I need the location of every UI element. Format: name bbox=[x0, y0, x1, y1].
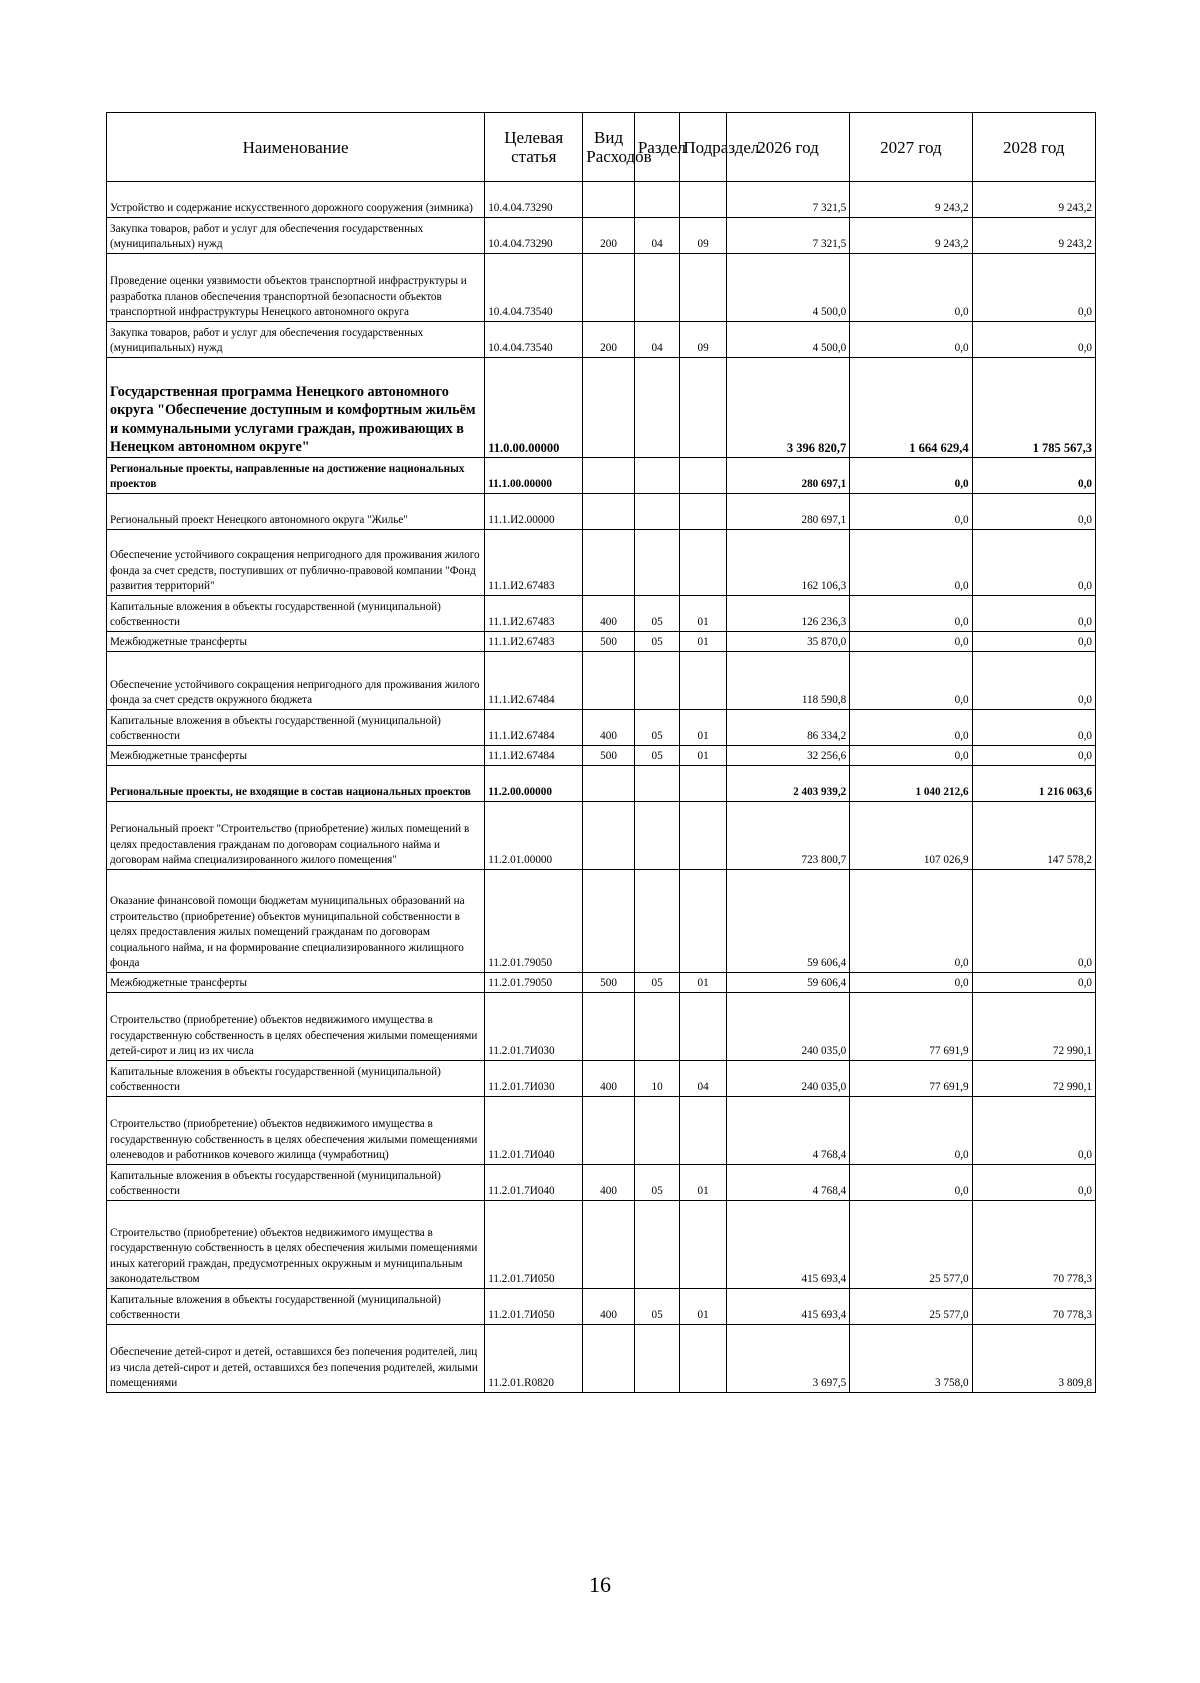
row-expense-type: 500 bbox=[583, 746, 635, 766]
row-section: 05 bbox=[634, 1289, 680, 1325]
row-name: Региональные проекты, направленные на достижение национальных проектов bbox=[107, 458, 485, 494]
row-expense-type: 400 bbox=[583, 596, 635, 632]
table-row bbox=[107, 870, 1096, 973]
row-target-article: 11.1.00.00000 bbox=[485, 458, 583, 494]
row-value-2026: 240 035,0 bbox=[726, 1061, 849, 1097]
row-target-article: 11.1.И2.67483 bbox=[485, 596, 583, 632]
row-value-2028: 0,0 bbox=[972, 632, 1095, 652]
row-name: Межбюджетные трансферты bbox=[107, 632, 485, 652]
row-subsection bbox=[680, 1325, 727, 1393]
row-target-article: 11.1.И2.67484 bbox=[485, 746, 583, 766]
row-expense-type bbox=[583, 1325, 635, 1393]
table-row bbox=[107, 973, 1096, 993]
row-expense-type: 500 bbox=[583, 973, 635, 993]
table-row bbox=[107, 1061, 1096, 1097]
row-name: Обеспечение детей-сирот и детей, оставшихся без попечения родителей, лиц из числа детей-сирот и детей, оставшихся без попечения родителей, жилыми помещениями bbox=[107, 1325, 485, 1393]
row-name: Капитальные вложения в объекты государственной (муниципальной) собственности bbox=[107, 596, 485, 632]
row-value-2026: 162 106,3 bbox=[726, 530, 849, 596]
table-row bbox=[107, 993, 1096, 1061]
row-value-2026: 4 500,0 bbox=[726, 322, 849, 358]
row-section bbox=[634, 530, 680, 596]
row-value-2027: 0,0 bbox=[850, 322, 972, 358]
row-section bbox=[634, 1097, 680, 1165]
row-expense-type bbox=[583, 254, 635, 322]
row-section: 05 bbox=[634, 973, 680, 993]
row-section bbox=[634, 458, 680, 494]
row-subsection bbox=[680, 652, 727, 710]
row-expense-type bbox=[583, 358, 635, 458]
table-row bbox=[107, 254, 1096, 322]
row-name: Строительство (приобретение) объектов недвижимого имущества в государственную собственность в целях обеспечения жилыми помещениями оленеводов и работников кочевого жилища (чумработниц) bbox=[107, 1097, 485, 1165]
row-value-2028: 0,0 bbox=[972, 710, 1095, 746]
table-row bbox=[107, 218, 1096, 254]
row-expense-type bbox=[583, 494, 635, 530]
row-value-2026: 4 768,4 bbox=[726, 1165, 849, 1201]
row-subsection bbox=[680, 458, 727, 494]
row-value-2027: 0,0 bbox=[850, 632, 972, 652]
row-subsection: 01 bbox=[680, 746, 727, 766]
row-value-2028: 72 990,1 bbox=[972, 1061, 1095, 1097]
row-subsection: 01 bbox=[680, 1165, 727, 1201]
row-subsection bbox=[680, 1201, 727, 1289]
row-value-2026: 86 334,2 bbox=[726, 710, 849, 746]
row-value-2027: 0,0 bbox=[850, 458, 972, 494]
row-target-article: 11.2.01.7И030 bbox=[485, 1061, 583, 1097]
row-subsection bbox=[680, 766, 727, 802]
row-value-2026: 126 236,3 bbox=[726, 596, 849, 632]
row-section bbox=[634, 1201, 680, 1289]
row-section bbox=[634, 1325, 680, 1393]
row-name: Межбюджетные трансферты bbox=[107, 746, 485, 766]
row-subsection bbox=[680, 254, 727, 322]
row-name: Закупка товаров, работ и услуг для обеспечения государственных (муниципальных) нужд bbox=[107, 218, 485, 254]
row-section: 10 bbox=[634, 1061, 680, 1097]
row-name: Межбюджетные трансферты bbox=[107, 973, 485, 993]
row-target-article: 10.4.04.73290 bbox=[485, 182, 583, 218]
row-expense-type bbox=[583, 1201, 635, 1289]
row-expense-type bbox=[583, 1097, 635, 1165]
row-value-2026: 7 321,5 bbox=[726, 182, 849, 218]
row-value-2028: 0,0 bbox=[972, 254, 1095, 322]
table-row bbox=[107, 358, 1096, 458]
header-year-2027: 2027 год bbox=[850, 113, 972, 182]
row-section: 05 bbox=[634, 746, 680, 766]
row-value-2026: 415 693,4 bbox=[726, 1201, 849, 1289]
row-target-article: 11.2.01.7И040 bbox=[485, 1097, 583, 1165]
row-name: Оказание финансовой помощи бюджетам муниципальных образований на строительство (приобретение) объектов муниципальной собственности в целях предоставления жилых помещений гражданам по договорам социального найма, и на формирование специализированного жилищного фонда bbox=[107, 870, 485, 973]
row-expense-type: 200 bbox=[583, 322, 635, 358]
header-name: Наименование bbox=[107, 113, 485, 182]
row-expense-type bbox=[583, 993, 635, 1061]
row-target-article: 11.1.И2.67483 bbox=[485, 632, 583, 652]
row-target-article: 11.2.01.7И030 bbox=[485, 993, 583, 1061]
row-name: Капитальные вложения в объекты государственной (муниципальной) собственности bbox=[107, 710, 485, 746]
row-value-2028: 0,0 bbox=[972, 322, 1095, 358]
row-section: 05 bbox=[634, 596, 680, 632]
row-target-article: 11.1.И2.67484 bbox=[485, 710, 583, 746]
table-row bbox=[107, 530, 1096, 596]
row-name: Устройство и содержание искусственного дорожного сооружения (зимника) bbox=[107, 182, 485, 218]
row-target-article: 11.1.И2.67483 bbox=[485, 530, 583, 596]
row-target-article: 11.2.01.79050 bbox=[485, 973, 583, 993]
page-number: 16 bbox=[589, 1572, 611, 1597]
row-expense-type bbox=[583, 652, 635, 710]
row-value-2027: 25 577,0 bbox=[850, 1201, 972, 1289]
row-subsection: 01 bbox=[680, 973, 727, 993]
row-name: Региональный проект "Строительство (приобретение) жилых помещений в целях предоставления гражданам по договорам социального найма и договорам найма специализированного жилого помещения" bbox=[107, 802, 485, 870]
row-value-2026: 280 697,1 bbox=[726, 458, 849, 494]
table-row bbox=[107, 458, 1096, 494]
row-section bbox=[634, 766, 680, 802]
row-name: Региональный проект Ненецкого автономного округа "Жилье" bbox=[107, 494, 485, 530]
table-row bbox=[107, 182, 1096, 218]
table-row bbox=[107, 632, 1096, 652]
table-row bbox=[107, 802, 1096, 870]
row-value-2027: 0,0 bbox=[850, 1165, 972, 1201]
row-expense-type: 400 bbox=[583, 1165, 635, 1201]
row-target-article: 11.1.И2.67484 bbox=[485, 652, 583, 710]
table-row bbox=[107, 1097, 1096, 1165]
row-subsection: 01 bbox=[680, 710, 727, 746]
row-target-article: 11.2.01.7И050 bbox=[485, 1201, 583, 1289]
row-section bbox=[634, 182, 680, 218]
row-target-article: 11.2.01.R0820 bbox=[485, 1325, 583, 1393]
row-value-2026: 118 590,8 bbox=[726, 652, 849, 710]
header-year-2028: 2028 год bbox=[972, 113, 1095, 182]
row-value-2026: 2 403 939,2 bbox=[726, 766, 849, 802]
row-value-2026: 59 606,4 bbox=[726, 870, 849, 973]
row-value-2028: 70 778,3 bbox=[972, 1289, 1095, 1325]
row-name: Строительство (приобретение) объектов недвижимого имущества в государственную собственность в целях обеспечения жилыми помещениями детей-сирот и лиц из их числа bbox=[107, 993, 485, 1061]
row-expense-type: 400 bbox=[583, 1289, 635, 1325]
row-name: Проведение оценки уязвимости объектов транспортной инфраструктуры и разработка планов обеспечения транспортной безопасности объектов транспортной инфраструктуры Ненецкого автономного округа bbox=[107, 254, 485, 322]
row-value-2028: 9 243,2 bbox=[972, 182, 1095, 218]
row-value-2026: 280 697,1 bbox=[726, 494, 849, 530]
row-value-2028: 0,0 bbox=[972, 596, 1095, 632]
table-row bbox=[107, 1325, 1096, 1393]
row-value-2028: 70 778,3 bbox=[972, 1201, 1095, 1289]
row-name: Региональные проекты, не входящие в состав национальных проектов bbox=[107, 766, 485, 802]
row-value-2027: 0,0 bbox=[850, 530, 972, 596]
row-value-2028: 0,0 bbox=[972, 870, 1095, 973]
row-subsection bbox=[680, 494, 727, 530]
table-row bbox=[107, 766, 1096, 802]
header-year-2026: 2026 год bbox=[726, 113, 849, 182]
row-subsection bbox=[680, 530, 727, 596]
table-row bbox=[107, 1165, 1096, 1201]
row-section bbox=[634, 870, 680, 973]
row-value-2026: 4 768,4 bbox=[726, 1097, 849, 1165]
row-value-2027: 1 040 212,6 bbox=[850, 766, 972, 802]
row-value-2027: 77 691,9 bbox=[850, 1061, 972, 1097]
row-value-2027: 0,0 bbox=[850, 652, 972, 710]
row-value-2026: 35 870,0 bbox=[726, 632, 849, 652]
row-section bbox=[634, 254, 680, 322]
row-value-2028: 0,0 bbox=[972, 458, 1095, 494]
row-value-2027: 25 577,0 bbox=[850, 1289, 972, 1325]
row-value-2028: 0,0 bbox=[972, 1165, 1095, 1201]
header-expense-type: Вид Расходов bbox=[583, 113, 635, 182]
row-value-2026: 3 396 820,7 bbox=[726, 358, 849, 458]
row-value-2027: 0,0 bbox=[850, 596, 972, 632]
row-expense-type bbox=[583, 182, 635, 218]
row-value-2028: 0,0 bbox=[972, 1097, 1095, 1165]
row-value-2027: 77 691,9 bbox=[850, 993, 972, 1061]
row-expense-type: 200 bbox=[583, 218, 635, 254]
row-subsection: 09 bbox=[680, 218, 727, 254]
row-value-2027: 9 243,2 bbox=[850, 218, 972, 254]
row-expense-type: 400 bbox=[583, 710, 635, 746]
row-section bbox=[634, 652, 680, 710]
row-value-2027: 0,0 bbox=[850, 494, 972, 530]
row-value-2028: 0,0 bbox=[972, 652, 1095, 710]
row-section: 05 bbox=[634, 710, 680, 746]
row-name: Строительство (приобретение) объектов недвижимого имущества в государственную собственность в целях обеспечения жилыми помещениями иных категорий граждан, предусмотренных окружным и муниципальным законодательством bbox=[107, 1201, 485, 1289]
row-subsection: 01 bbox=[680, 596, 727, 632]
row-subsection bbox=[680, 802, 727, 870]
row-value-2026: 7 321,5 bbox=[726, 218, 849, 254]
row-name: Государственная программа Ненецкого автономного округа "Обеспечение доступным и комфортным жильём и коммунальными услугами граждан, проживающих в Ненецком автономном округе" bbox=[107, 358, 485, 458]
table-row bbox=[107, 322, 1096, 358]
header-section: Раздел bbox=[634, 113, 680, 182]
row-value-2026: 3 697,5 bbox=[726, 1325, 849, 1393]
row-section bbox=[634, 993, 680, 1061]
row-value-2028: 0,0 bbox=[972, 530, 1095, 596]
header-subsection: Подраздел bbox=[680, 113, 727, 182]
row-target-article: 10.4.04.73290 bbox=[485, 218, 583, 254]
row-subsection: 01 bbox=[680, 1289, 727, 1325]
row-value-2027: 0,0 bbox=[850, 973, 972, 993]
table-row bbox=[107, 1289, 1096, 1325]
row-name: Капитальные вложения в объекты государственной (муниципальной) собственности bbox=[107, 1061, 485, 1097]
row-section bbox=[634, 358, 680, 458]
row-value-2027: 9 243,2 bbox=[850, 182, 972, 218]
row-value-2028: 0,0 bbox=[972, 494, 1095, 530]
row-subsection bbox=[680, 993, 727, 1061]
row-value-2026: 240 035,0 bbox=[726, 993, 849, 1061]
row-name: Капитальные вложения в объекты государственной (муниципальной) собственности bbox=[107, 1289, 485, 1325]
row-value-2026: 415 693,4 bbox=[726, 1289, 849, 1325]
row-value-2026: 723 800,7 bbox=[726, 802, 849, 870]
table-row bbox=[107, 596, 1096, 632]
header-target-article: Целевая статья bbox=[485, 113, 583, 182]
row-value-2026: 32 256,6 bbox=[726, 746, 849, 766]
table-row bbox=[107, 710, 1096, 746]
row-expense-type bbox=[583, 802, 635, 870]
row-expense-type bbox=[583, 870, 635, 973]
row-value-2028: 3 809,8 bbox=[972, 1325, 1095, 1393]
row-value-2028: 9 243,2 bbox=[972, 218, 1095, 254]
row-expense-type: 500 bbox=[583, 632, 635, 652]
row-target-article: 11.2.01.79050 bbox=[485, 870, 583, 973]
row-value-2028: 0,0 bbox=[972, 746, 1095, 766]
row-subsection bbox=[680, 870, 727, 973]
row-subsection bbox=[680, 1097, 727, 1165]
row-value-2026: 4 500,0 bbox=[726, 254, 849, 322]
row-expense-type: 400 bbox=[583, 1061, 635, 1097]
row-name: Закупка товаров, работ и услуг для обеспечения государственных (муниципальных) нужд bbox=[107, 322, 485, 358]
row-value-2027: 3 758,0 bbox=[850, 1325, 972, 1393]
row-name: Обеспечение устойчивого сокращения непригодного для проживания жилого фонда за счет средств окружного бюджета bbox=[107, 652, 485, 710]
row-section bbox=[634, 802, 680, 870]
table-row bbox=[107, 1201, 1096, 1289]
row-value-2027: 1 664 629,4 bbox=[850, 358, 972, 458]
row-section: 05 bbox=[634, 1165, 680, 1201]
row-expense-type bbox=[583, 458, 635, 494]
table-row bbox=[107, 494, 1096, 530]
row-value-2028: 1 785 567,3 bbox=[972, 358, 1095, 458]
row-subsection bbox=[680, 358, 727, 458]
row-value-2028: 0,0 bbox=[972, 973, 1095, 993]
row-expense-type bbox=[583, 766, 635, 802]
row-value-2027: 0,0 bbox=[850, 710, 972, 746]
row-target-article: 10.4.04.73540 bbox=[485, 254, 583, 322]
row-target-article: 10.4.04.73540 bbox=[485, 322, 583, 358]
row-name: Обеспечение устойчивого сокращения непригодного для проживания жилого фонда за счет средств, поступивших от публично-правовой компании "Фонд развития территорий" bbox=[107, 530, 485, 596]
table-header-row bbox=[107, 113, 1096, 182]
row-target-article: 11.2.00.00000 bbox=[485, 766, 583, 802]
row-section: 04 bbox=[634, 322, 680, 358]
row-section bbox=[634, 494, 680, 530]
row-value-2027: 0,0 bbox=[850, 254, 972, 322]
row-value-2027: 0,0 bbox=[850, 870, 972, 973]
row-subsection: 01 bbox=[680, 632, 727, 652]
row-value-2028: 147 578,2 bbox=[972, 802, 1095, 870]
row-target-article: 11.2.01.7И040 bbox=[485, 1165, 583, 1201]
row-target-article: 11.2.01.7И050 bbox=[485, 1289, 583, 1325]
row-target-article: 11.1.И2.00000 bbox=[485, 494, 583, 530]
row-expense-type bbox=[583, 530, 635, 596]
row-section: 04 bbox=[634, 218, 680, 254]
row-name: Капитальные вложения в объекты государственной (муниципальной) собственности bbox=[107, 1165, 485, 1201]
row-value-2028: 72 990,1 bbox=[972, 993, 1095, 1061]
row-value-2027: 107 026,9 bbox=[850, 802, 972, 870]
row-value-2027: 0,0 bbox=[850, 746, 972, 766]
table-row bbox=[107, 746, 1096, 766]
row-subsection: 09 bbox=[680, 322, 727, 358]
row-section: 05 bbox=[634, 632, 680, 652]
table-row bbox=[107, 652, 1096, 710]
row-subsection: 04 bbox=[680, 1061, 727, 1097]
row-value-2026: 59 606,4 bbox=[726, 973, 849, 993]
row-value-2028: 1 216 063,6 bbox=[972, 766, 1095, 802]
row-value-2027: 0,0 bbox=[850, 1097, 972, 1165]
budget-table bbox=[106, 112, 1096, 1393]
row-target-article: 11.2.01.00000 bbox=[485, 802, 583, 870]
row-subsection bbox=[680, 182, 727, 218]
row-target-article: 11.0.00.00000 bbox=[485, 358, 583, 458]
